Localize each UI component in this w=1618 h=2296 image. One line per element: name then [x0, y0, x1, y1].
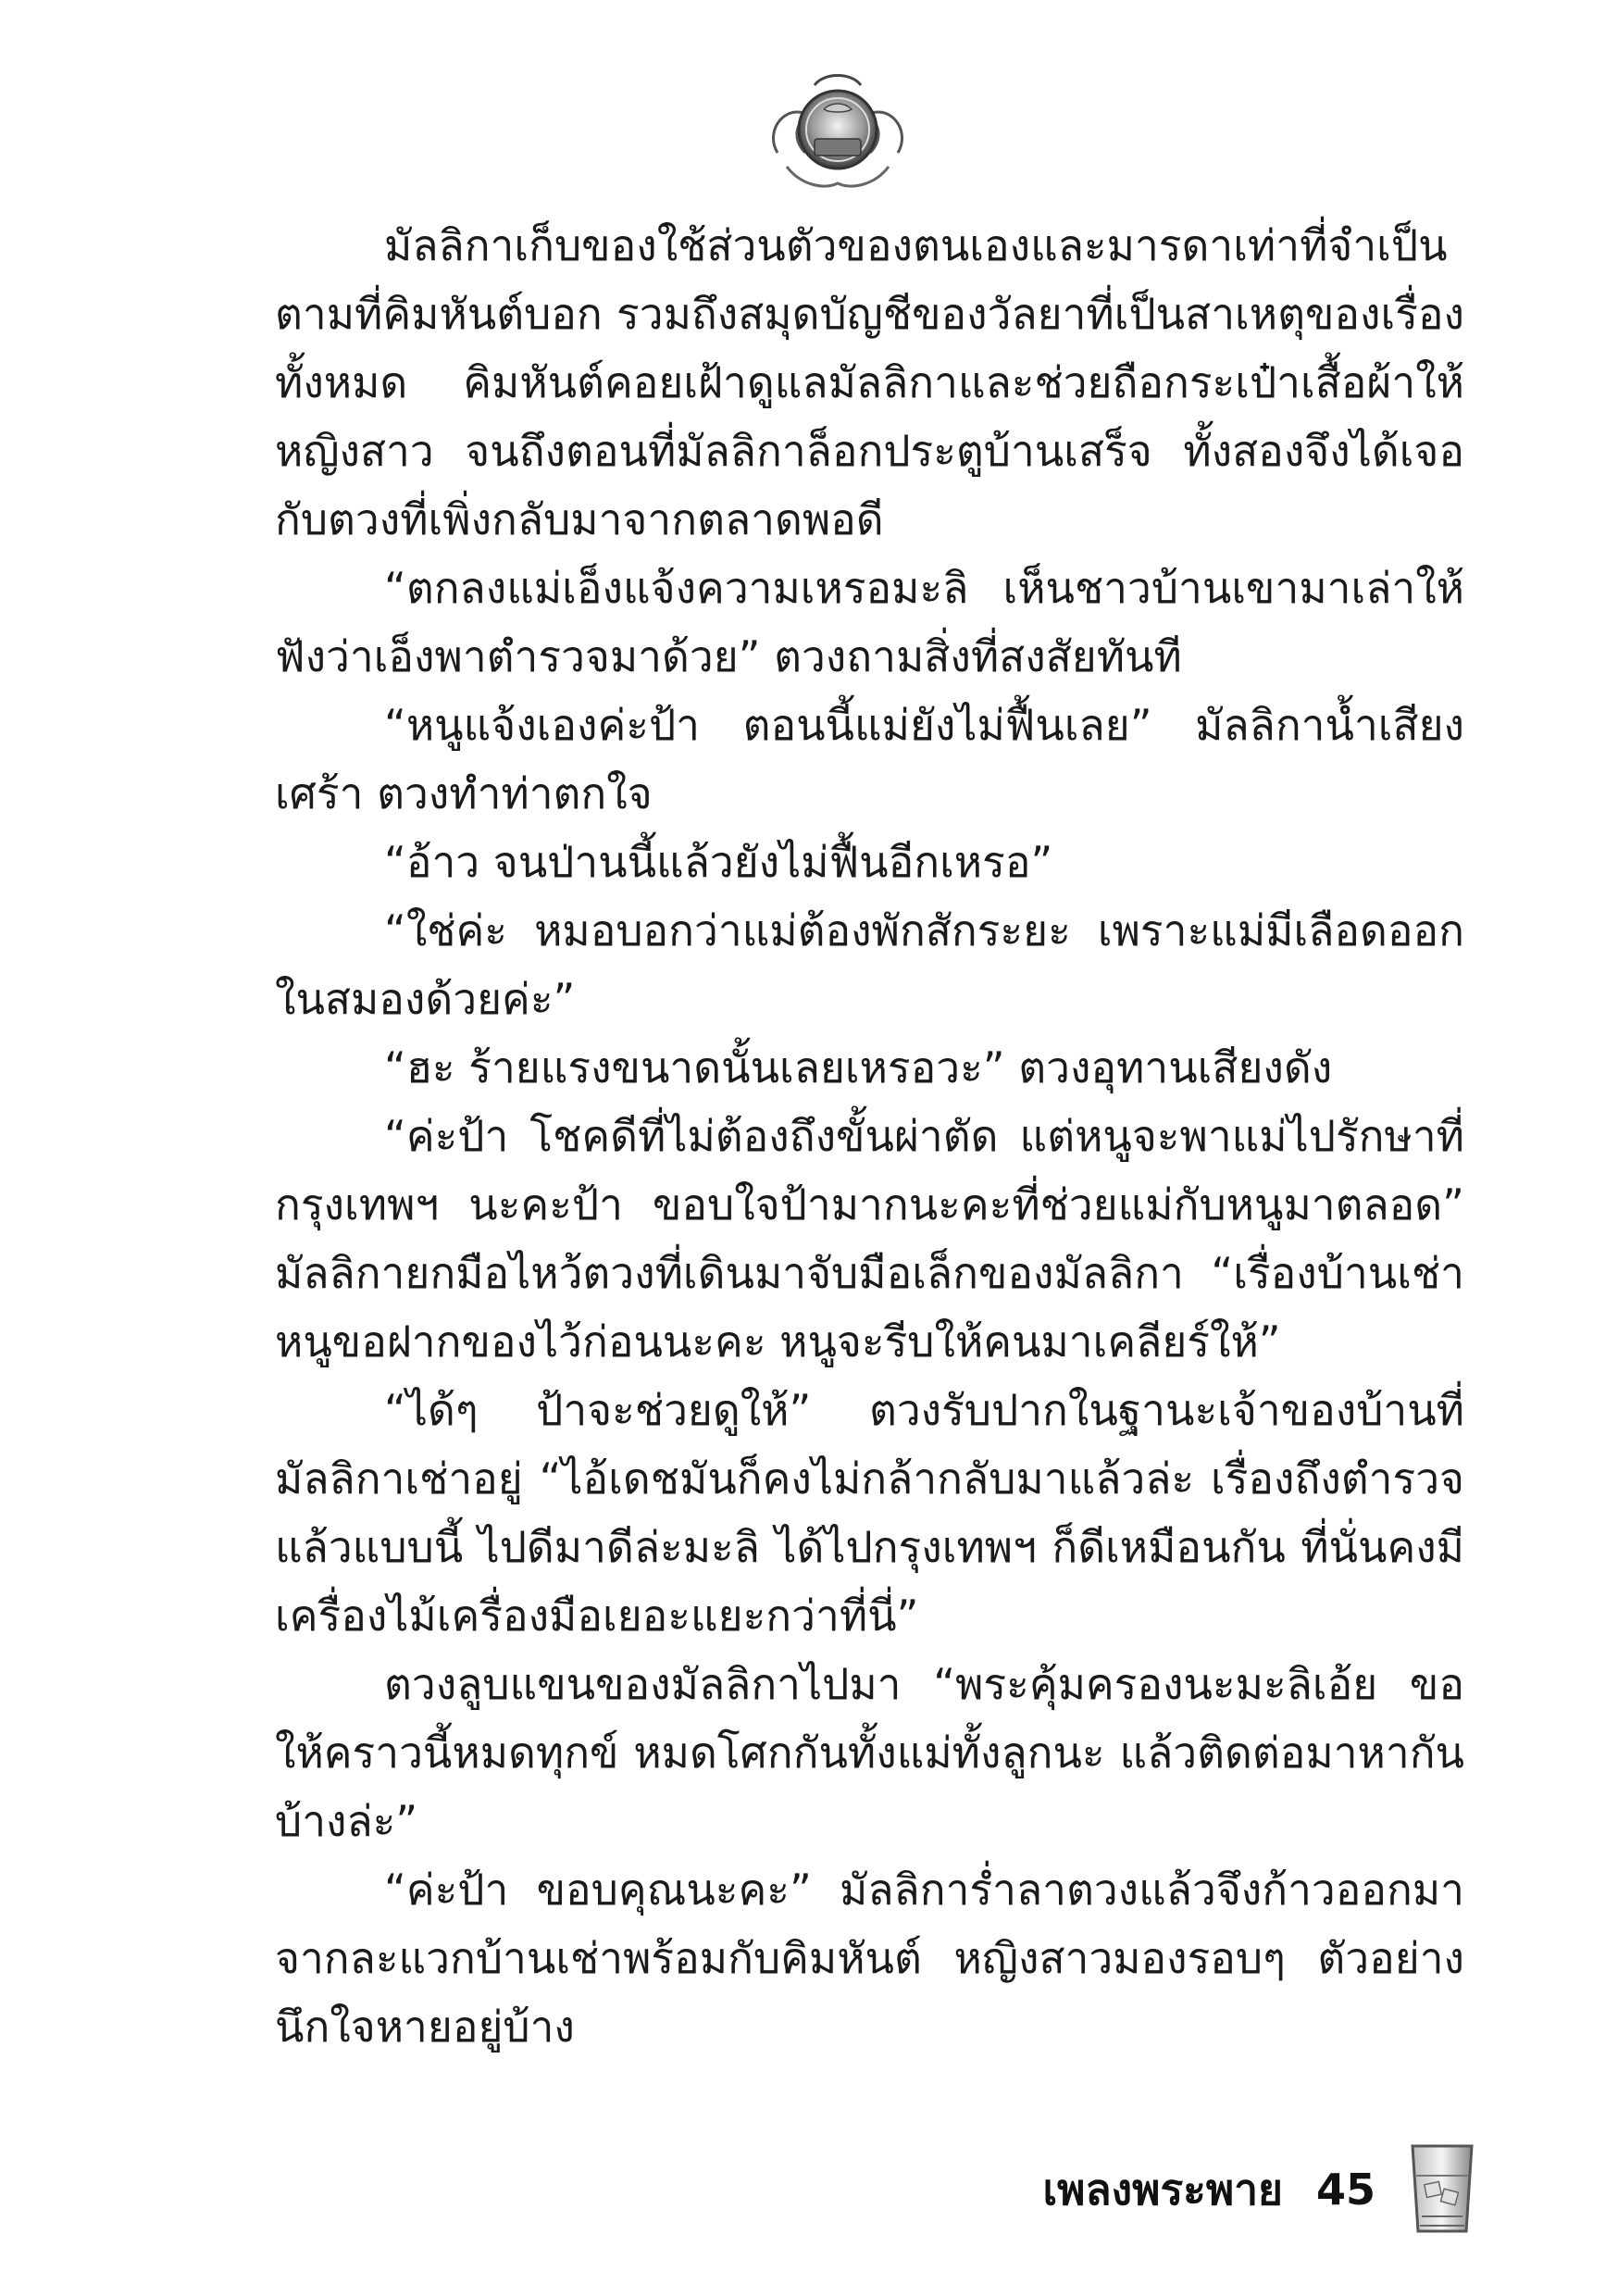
paragraph: “ฮะ ร้ายแรงขนาดนั้นเลยเหรอวะ” ตวงอุทานเสียงดัง: [384, 1042, 1333, 1092]
ornamental-crest-icon: [759, 65, 916, 204]
page-number: 45: [1315, 2165, 1375, 2215]
paragraph: “หนูแจ้งเองค่ะป้า ตอนนี้แม่ยังไม่ฟื้นเลย” มัลลิกาน้ำเสียงเศร้า ตวงทำท่าตกใจ: [275, 700, 1464, 818]
paragraph: “ค่ะป้า โชคดีที่ไม่ต้องถึงขั้นผ่าตัด แต่หนูจะพาแม่ไปรักษาที่กรุงเทพฯ นะคะป้า ขอบใจป้ามากนะคะที่ช่วยแม่กับหนูมาตลอด” มัลลิกายกมือไหว้ตวงที่เดินมาจับมือเล็กของมัลลิกา “เรื่องบ้านเช่าหนูขอฝากของไว้ก่อนนะคะ หนูจะรีบให้คนมาเคลียร์ให้”: [275, 1111, 1464, 1366]
paragraph: ตวงลูบแขนของมัลลิกาไปมา “พระคุ้มครองนะมะลิเอ้ย ขอให้คราวนี้หมดทุกข์ หมดโศกกันทั้งแม่ทั้งลูกนะ แล้วติดต่อมาหากันบ้างล่ะ”: [275, 1659, 1464, 1846]
page-footer: [1042, 2120, 1479, 2259]
paragraph: “ใช่ค่ะ หมอบอกว่าแม่ต้องพักสักระยะ เพราะแม่มีเลือดออกในสมองด้วยค่ะ”: [275, 905, 1464, 1024]
paragraph: “อ้าว จนป่านนี้แล้วยังไม่ฟื้นอีกเหรอ”: [384, 837, 1053, 887]
whiskey-glass-icon: [1405, 2139, 1479, 2240]
paragraph: มัลลิกาเก็บของใช้ส่วนตัวของตนเองและมารดาเท่าที่จำเป็นตามที่คิมหันต์บอก รวมถึงสมุดบัญชีของวัลยาที่เป็นสาเหตุของเรื่องทั้งหมด คิมหันต์คอยเฝ้าดูแลมัลลิกาและช่วยถือกระเป๋าเสื้อผ้าให้หญิงสาว จนถึงตอนที่มัลลิกาล็อกประตูบ้านเสร็จ ทั้งสองจึงได้เจอกับตวงที่เพิ่งกลับมาจากตลาดพอดี: [275, 220, 1464, 544]
paragraph: “ค่ะป้า ขอบคุณนะคะ” มัลลิการ่ำลาตวงแล้วจึงก้าวออกมาจากละแวกบ้านเช่าพร้อมกับคิมหันต์ หญิงสาวมองรอบๆ ตัวอย่างนึกใจหายอยู่บ้าง: [275, 1865, 1464, 2052]
chapter-body: [275, 211, 1464, 2061]
book-title: เพลงพระพาย: [1042, 2164, 1283, 2215]
paragraph: “ตกลงแม่เอ็งแจ้งความเหรอมะลิ เห็นชาวบ้านเขามาเล่าให้ฟังว่าเอ็งพาตำรวจมาด้วย” ตวงถามสิ่งที่สงสัยทันที: [275, 563, 1464, 681]
paragraph: “ได้ๆ ป้าจะช่วยดูให้” ตวงรับปากในฐานะเจ้าของบ้านที่มัลลิกาเช่าอยู่ “ไอ้เดชมันก็คงไม่กล้ากลับมาแล้วล่ะ เรื่องถึงตำรวจแล้วแบบนี้ ไปดีมาดีล่ะมะลิ ได้ไปกรุงเทพฯ ก็ดีเหมือนกัน ที่นั่นคงมีเครื่องไม้เครื่องมือเยอะแยะกว่าที่นี่”: [275, 1385, 1464, 1641]
